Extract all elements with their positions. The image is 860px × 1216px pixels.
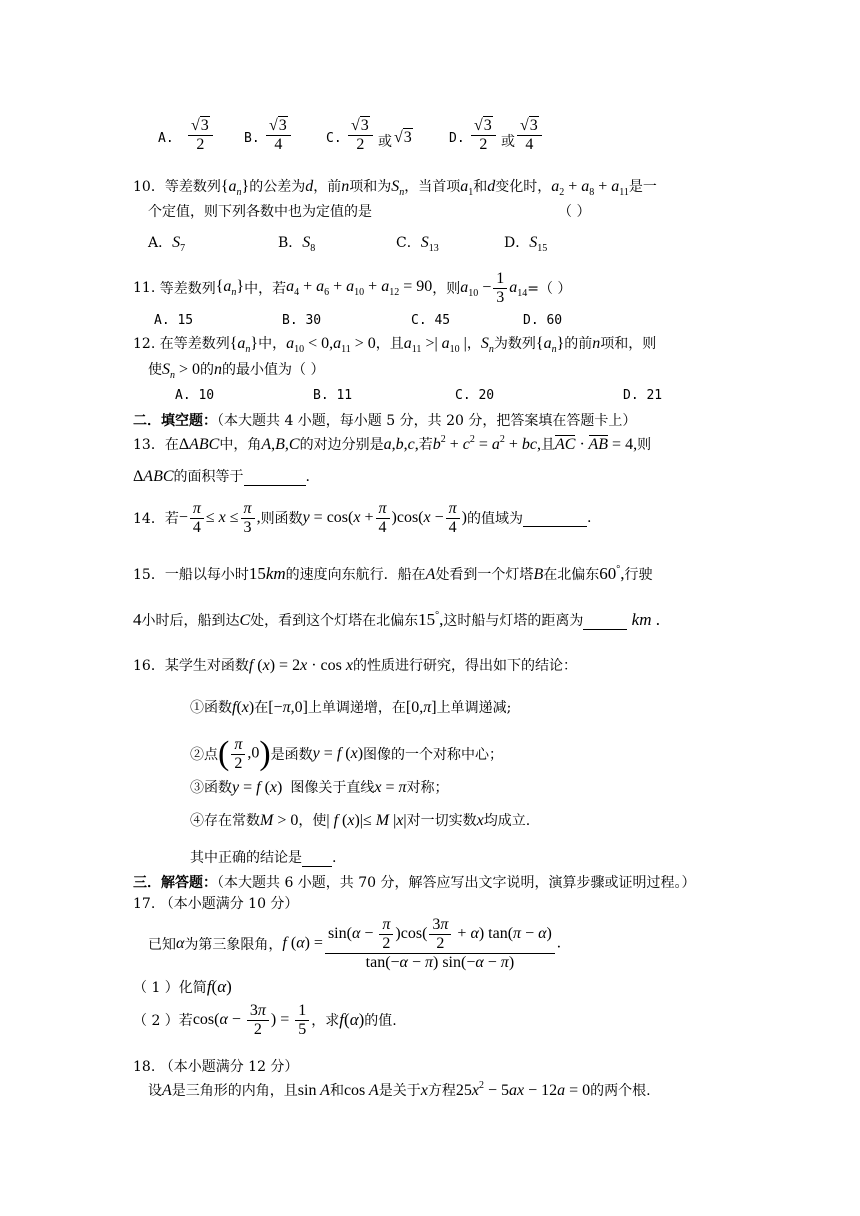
q16-text: 上单调递减; [436,700,512,716]
q10-a1: $a_1$ [460,178,474,198]
q10-sum: $a_2 + a_8 + a_{11}$ [551,178,629,198]
q11-seq: $\{a_n\}$ [215,278,245,298]
q10-n: n [341,178,350,195]
q15-number: 15． [133,567,165,583]
q14-text: 则函数 [260,511,303,527]
q16-m: M > 0 [260,812,299,829]
q15-text: 这时船与灯塔的距离为 [443,613,584,629]
q15-text: 处看到一个灯塔 [435,567,534,583]
q9-option-c: C. [326,131,342,146]
q10-text: 等差数列 [164,179,221,195]
q10-option-value: $S_7$ [172,234,186,254]
q15-point-b: B [533,566,544,583]
q10-option-b [278,232,315,254]
q14-function: y = cos(x + $\frac{\pi}{4}$ )cos(x − $\frac{\pi}{4}$ ) [302,499,467,536]
q10-d2: d [487,178,496,195]
q16-text: 对称； [406,780,449,796]
q18-cos: cos A [343,1082,379,1099]
q12-text: ， [466,336,481,352]
q11-text: 中，若 [244,281,287,297]
q14-text: 的值域为 [466,511,523,527]
q18-text: 设 [148,1083,162,1099]
q16-text: ②点 [190,747,218,763]
q18-text: 和 [329,1083,344,1099]
q15-text: 行驶 [624,567,653,583]
q17-f-alpha: f(α) [206,977,232,996]
q18-x: x [420,1082,428,1099]
q10-option-label: C． [396,235,421,251]
q15-point-c: C [239,612,251,629]
q13-text: 若 [418,437,433,453]
q10-sn: $S_n$ [391,178,405,198]
q9-option-b: B. [244,131,260,146]
q10-number: 10． [133,179,165,195]
q17-f-alpha2: f(α) [339,1010,365,1029]
q16-function: f (x) = 2x · cos x [248,657,353,674]
q16-text: 图像的一个对称中心； [363,747,504,763]
q16-yfx2: y = f (x) [232,779,283,796]
section-title: 二．填空题： [133,413,217,429]
q18-text: 方程 [427,1083,456,1099]
q13-text: . [305,469,310,485]
q17-function: f (α) = sin(α − $\frac{\pi}{2}$ )cos( $\frac{3\pi}{2}$ + α) tan(π − α) tan(−α − π) sin(−α − π) . [282,916,561,971]
question-16 [133,655,577,675]
q13-triangle: ΔABC [178,436,220,453]
q12-n: n [592,335,601,352]
q13-number: 13． [133,437,165,453]
q11-text: =（ ） [527,281,572,297]
q9-option-a-value: $\frac{√3}{2}$ [186,117,215,154]
q15-angle1: 60°, [599,564,625,583]
question-15-line2 [133,610,660,630]
q12-option-c: C. 20 [455,388,495,403]
q18-sin: sin A [297,1082,330,1099]
q12-option-d: D. 21 [623,388,663,403]
q10-option-value: $S_{15}$ [529,234,548,254]
q18-text: 的两个根. [590,1083,651,1099]
q17-text: ，求 [311,1013,340,1029]
question-13-line2 [133,466,310,486]
q17-condition: cos(α − $\frac{3\pi}{2}$ ) = $\frac{1}{5}$ [193,1002,311,1039]
q10-text: 项和为 [349,179,392,195]
q15-speed: 15km [248,564,286,583]
q18-text: 是关于 [378,1083,421,1099]
answer-blank[interactable] [244,469,306,486]
q10-text: 和 [473,179,488,195]
q11-text: ，则 [432,281,461,297]
q12-sn: $S_n$ [480,335,494,355]
q15-angle2: 15°, [418,610,444,629]
q16-text: 均成立. [483,813,531,829]
q14-number: 14． [133,511,165,527]
question-10-line2 [148,201,372,221]
question-17 [148,916,561,972]
q15-text: 小时后，船到达 [141,613,240,629]
q17-part-1 [133,977,232,997]
q15-text: 处，看到这个灯塔在北偏东 [250,613,419,629]
q13-text: 的对边分别是 [299,437,384,453]
question-10 [133,176,657,198]
q10-option-d [504,232,547,254]
q12-seq: $\{a_n\}$ [229,335,259,355]
question-14 [133,496,591,540]
q16-text: 上单调递增，在 [307,700,406,716]
question-17-header: 17. （本小题满分 10 分） [133,896,299,912]
q10-option-value: $S_{13}$ [420,234,439,254]
q18-text: 是三角形的内角，且 [171,1083,298,1099]
q13-dot-product: AC · AB = 4, [555,436,638,453]
q9-option-d: D. [449,131,465,146]
q17-text: 为第三象限角， [184,937,283,953]
q12-sn-pos: $S_n > 0$ [162,361,201,381]
q10-option-a [148,232,185,254]
q11-option-a: A. 15 [154,313,194,328]
answer-blank[interactable] [523,510,587,527]
q16-conclusion-2 [190,732,503,776]
question-13 [133,434,651,454]
q16-text: 图像关于直线 [290,780,375,796]
q18-a: A [162,1082,172,1099]
q11-number: 11. [133,280,156,296]
q12-condition: $a_{10} < 0,a_{11} > 0$ [286,335,376,355]
q14-text: . [586,510,592,526]
question-12 [133,333,656,355]
q12-text: 中， [258,336,287,352]
question-18-header: 18. （本小题满分 12 分） [133,1059,299,1075]
q17-part-2 [133,1000,397,1040]
q12-text: 的 [200,362,215,378]
q9-option-d-or: 或 [501,134,515,150]
q12-option-b: B. 11 [313,388,353,403]
q10-seq: $\{a_n\}$ [220,178,250,198]
q12-seq2: $\{a_n\}$ [535,335,565,355]
q9-option-c-or: 或 [378,134,392,150]
q12-text: 的前 [564,336,593,352]
q10-d: d [305,178,314,195]
q10-option-label: D． [504,235,530,251]
q16-conclusion-1 [190,697,511,717]
q16-conclusion-4 [190,810,530,830]
q10-answer-paren: （ ） [558,204,591,220]
q13-sides: a,b,c, [383,436,419,453]
q15-text: 的速度向东航行．船在 [285,567,426,583]
q9-option-d-value2: $\frac{√3}{4}$ [515,117,544,154]
q16-text: 在 [254,700,269,716]
q10-option-c [396,232,439,254]
q12-text: 项和，则 [600,336,657,352]
q12-text: 为数列 [493,336,536,352]
q12-option-a: A. 10 [175,388,215,403]
q17-text: 的值. [364,1013,397,1029]
q10-text: 的公差为 [249,179,306,195]
q16-text: ，使 [298,813,327,829]
q12-text: 的最小值为（ ） [222,362,325,378]
q10-options [148,232,568,252]
q10-option-value: $S_8$ [302,234,316,254]
q17-alpha: α [176,935,185,952]
q16-text: 的性质进行研究，得出如下的结论： [352,658,577,674]
q13-text: 且 [541,437,555,453]
q12-number: 12. [133,336,156,352]
q11-option-c: C. 45 [411,313,451,328]
q13-text: 在 [164,437,179,453]
question-18 [148,1080,651,1100]
q10-text: 是一 [628,179,657,195]
q18-equation: $25x^2 - 5ax - 12a = 0$ [455,1080,591,1099]
answer-blank[interactable] [302,850,332,867]
question-15 [133,564,652,584]
section-3-heading [133,872,696,892]
q9-option-b-value: $\frac{√3}{4}$ [264,117,293,154]
q16-interval2: [0,π] [405,699,437,716]
q13-text: 则 [637,437,652,453]
q12-text: 在等差数列 [159,336,230,352]
q11-option-d: D. 60 [523,313,563,328]
q11-option-b: B. 30 [282,313,322,328]
q15-text: 一船以每小时 [164,567,249,583]
q13-triangle2: ΔABC [133,468,174,485]
question-12-line2 [148,359,324,381]
q9-option-c-value2: √3 [394,129,412,146]
q14-range: − $\frac{\pi}{4}$ ≤ x ≤ $\frac{\pi}{3}$ , [178,499,261,536]
q16-conclusion-3 [190,777,449,797]
q10-text: 个定值，则下列各数中也为定值的是 [148,204,372,220]
q16-point: ( $\frac{\pi}{2}$ ,0) [218,735,271,772]
q16-interval1: [−π,0] [268,699,308,716]
question-11 [133,268,571,308]
answer-blank[interactable] [583,613,627,630]
q13-text: 中，角 [219,437,262,453]
q15-text: 在北偏东 [543,567,600,583]
q11-equation: $a_4 + a_6 + a_{10} + a_{12} = 90$ [286,278,433,298]
q16-x: x [476,812,484,829]
q13-text: 的面积等于 [173,469,244,485]
q10-text: ，前 [313,179,342,195]
q9-option-c-value: $\frac{√3}{2}$ [346,117,375,154]
q16-fx: f(x) [232,699,255,716]
q10-text: ，当首项 [404,179,461,195]
q16-answer-line: 其中正确的结论是 . [190,850,337,866]
q12-text: 使 [148,362,162,378]
q15-hours: 4 [133,610,142,629]
q13-equation: $b^2 + c^2 = a^2$ + bc, [432,434,541,453]
q9-option-d-value: $\frac{√3}{2}$ [469,117,498,154]
q16-inequality: | f (x)|≤ M |x| [326,812,407,829]
q17-text: （ 2 ）若 [133,1013,193,1029]
section-description: （本大题共 6 小题，共 70 分，解答应写出文字说明，演算步骤或证明过程。） [217,875,696,891]
q16-text: 是函数 [270,747,313,763]
q11-text: 等差数列 [159,281,216,297]
q16-number: 16． [133,658,165,674]
q10-option-label: B． [278,235,303,251]
q12-options [175,388,675,406]
q12-n2: n [214,361,223,378]
q11-expr: $a_{10}$ − $\frac{1}{3}$ $a_{14}$ [460,269,528,306]
q13-angles: A,B,C [261,436,300,453]
q16-text: 对一切实数 [406,813,477,829]
section-title: 三．解答题： [133,875,217,891]
q16-line: x = π [374,779,407,796]
q16-text: ③函数 [190,780,232,796]
q16-text: ④存在常数 [190,813,260,829]
q17-text: （ 1 ）化简 [133,980,207,996]
q15-unit: km . [627,610,660,629]
q17-text: 已知 [148,937,176,953]
q16-yfx: y = f (x) [312,745,364,762]
q15-point-a: A [425,566,436,583]
q9-option-a: A. [158,131,174,146]
q11-options [154,313,574,331]
section-description: （本大题共 4 小题，每小题 5 分，共 20 分，把答案填在答题卡上） [217,413,637,429]
q10-text: 变化时， [495,179,552,195]
q16-text: ①函数 [190,700,232,716]
q16-text: 其中正确的结论是 [190,850,302,866]
q14-text: 若 [164,511,179,527]
q12-abs: $a_{11}$ >| $a_{10}$ | [403,335,467,355]
q12-text: ，且 [375,336,404,352]
q16-text: 某学生对函数 [164,658,249,674]
q10-option-label: A． [148,235,173,251]
section-2-heading [133,410,636,430]
